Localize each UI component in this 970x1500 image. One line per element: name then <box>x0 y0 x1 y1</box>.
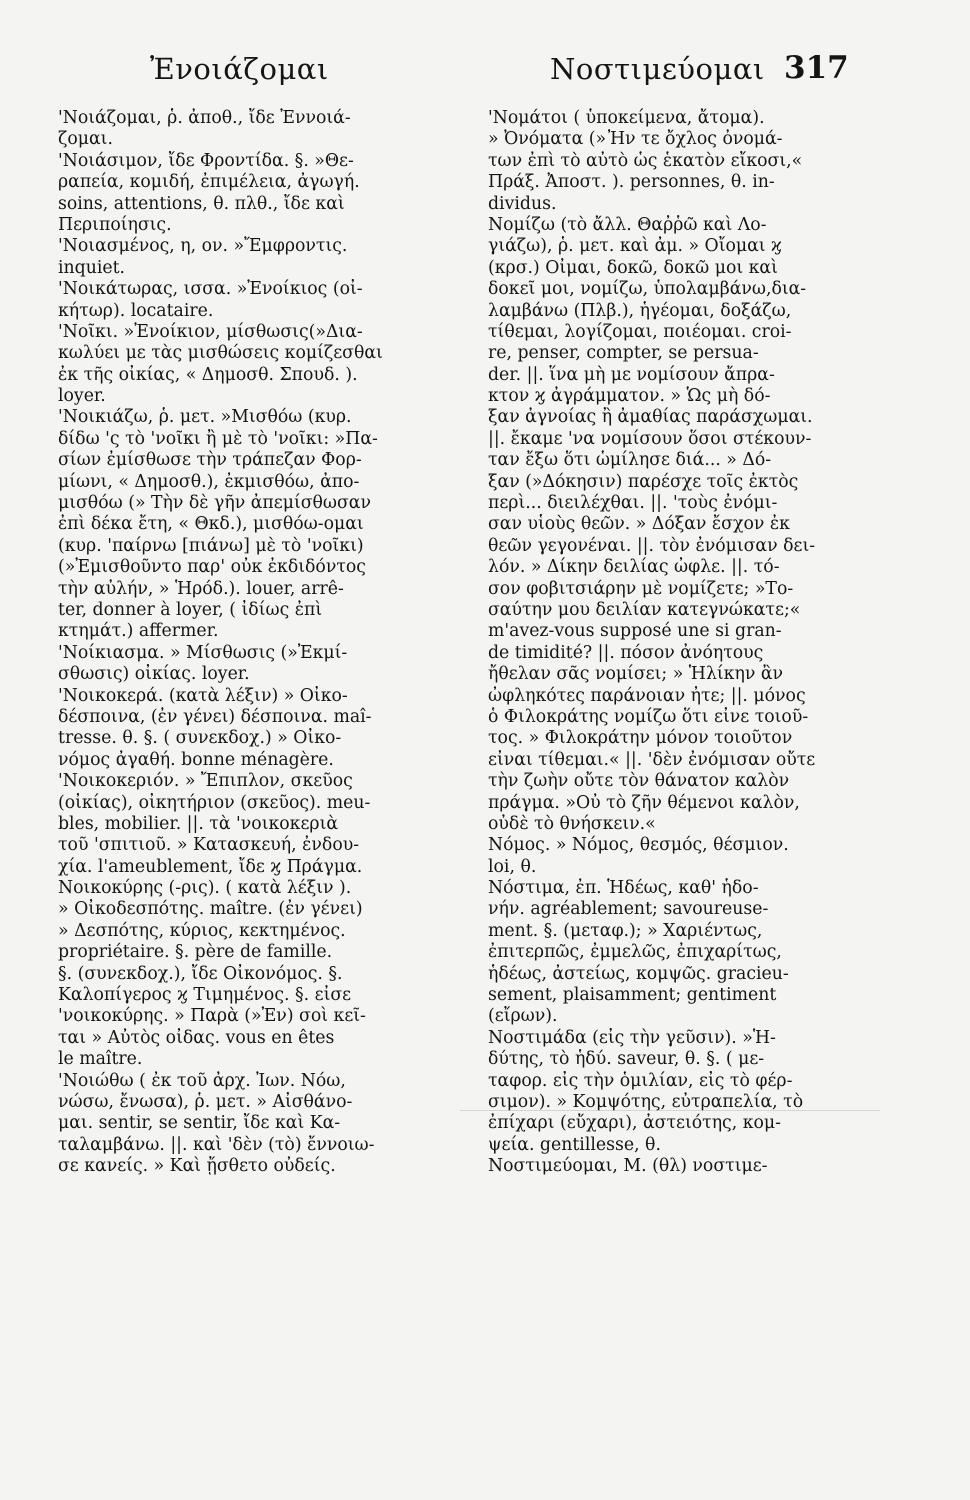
text-line: σον φοβιτσιάρην μὲ νομίζετε; »Το- <box>488 578 794 599</box>
text-line: Νομίζω (τὸ ἄλλ. Θαῤῥῶ καὶ Λο- <box>488 214 767 235</box>
text-line: σθωσις) οἰκίας. loyer. <box>58 664 250 685</box>
text-line: 'Νοιάσιμον, ἴδε Φροντίδα. §. »Θε- <box>58 150 354 171</box>
text-line: (οἰκίας), οἰκητήριον (σκεῦος). meu- <box>58 792 371 813</box>
right-running-head: Νοστιμεύομαι <box>550 52 765 86</box>
text-line: ἤθελαν σᾶς νομίσει; » Ἡλίκην ἂν <box>488 664 783 685</box>
text-line: de timidité? ||. πόσον ἀνόητους <box>488 642 764 663</box>
left-running-head: Ἐνοιάζομαι <box>150 52 329 86</box>
text-line: δίδω 'ς τὸ 'νοῖκι ἢ μὲ τὸ 'νοῖκι: »Πα- <box>58 428 378 449</box>
text-line: 'Νομάτοι ( ὑποκείμενα, ἄτομα). <box>488 108 765 128</box>
text-line: Νόμος. » Νόμος, θεσμός, θέσμιον. <box>488 835 789 856</box>
text-line: 'Νοιώθω ( ἐκ τοῦ ἀρχ. Ἰων. Νόω, <box>58 1070 346 1091</box>
text-line: κωλύει με τὰς μισθώσεις κομίζεσθαι <box>58 343 383 364</box>
text-line: §. (συνεκδοχ.), ἴδε Οἰκονόμος. §. <box>58 963 343 984</box>
text-line: τος. » Φιλοκράτην μόνον τοιοῦτον <box>488 728 793 749</box>
text-line: Νοστιμεύομαι, Μ. (θλ) νοστιμε- <box>488 1156 768 1177</box>
text-line: » Οἰκοδεσπότης. maître. (ἐν γένει) <box>58 899 363 920</box>
text-line: 'Νοίκιασμα. » Μίσθωσις (»Ἐκμί- <box>58 642 348 663</box>
text-line: re, penser, compter, se persua- <box>488 343 759 364</box>
text-line: θεῶν γεγονέναι. ||. τὸν ἐνόμισαν δει- <box>488 535 816 556</box>
text-line: χία. l'ameublement, ἴδε ϗ Πράγμα. <box>58 856 363 877</box>
text-line: κτον ϗ ἀγράμματον. » Ὡς μὴ δό- <box>488 386 771 407</box>
page-header <box>0 0 970 110</box>
text-line: περὶ... διειλέχθαι. ||. 'τοὺς ἐνόμι- <box>488 493 778 514</box>
text-line: bles, mobilier. ||. τὰ 'νοικοκεριὰ <box>58 813 339 834</box>
text-line: (εἴρων). <box>488 1006 558 1027</box>
text-line: λαμβάνω (Πλβ.), ἡγέομαι, δοξάζω, <box>488 300 792 321</box>
text-line: 'Νοικοκεριόν. » Ἔπιπλον, σκεῦος <box>58 771 353 792</box>
text-line: κτημάτ.) affermer. <box>58 621 219 642</box>
text-line: 'Νοικάτωρας, ισσα. »Ἐνοίκιος (οἰ- <box>58 279 363 300</box>
text-line: μίωνι, « Δημοσθ.), ἐκμισθόω, ἀπο- <box>58 471 360 492</box>
text-line: soins, attentions, θ. πλθ., ἴδε καὶ <box>58 193 345 214</box>
text-line: ὁ Φιλοκράτης νομίζω ὅτι εἶνε τοιοῦ- <box>488 706 809 727</box>
text-line: inquiet. <box>58 257 126 278</box>
text-line: πράγμα. »Οὐ τὸ ζῆν θέμενοι καλὸν, <box>488 792 800 813</box>
text-line: μισθόω (» Τὴν δὲ γῆν ἀπεμίσθωσαν <box>58 493 371 514</box>
text-line: ter, donner à loyer, ( ἰδίως ἐπὶ <box>58 599 323 620</box>
text-line: Περιποίησις. <box>58 214 172 235</box>
text-line: σε κανείς. » Καὶ ᾔσθετο οὐδείς. <box>58 1156 336 1177</box>
text-line: Καλοπίγερος ϗ Τιμημένος. §. εἶσε <box>58 985 352 1006</box>
text-line: 'Νοικιάζω, ῥ. μετ. »Μισθόω (κυρ. <box>58 407 352 428</box>
text-line: Νοστιμάδα (εἰς τὴν γεῦσιν). »Ἡ- <box>488 1027 776 1048</box>
text-line: ἐπιτερπῶς, ἐμμελῶς, ἐπιχαρίτως, <box>488 942 782 963</box>
text-line: ζομαι. <box>58 129 113 150</box>
text-line: (κρσ.) Οἶμαι, δοκῶ, δοκῶ μοι καὶ <box>488 257 778 278</box>
text-line: der. ||. ἵνα μὴ με νομίσουν ἄπρα- <box>488 364 775 385</box>
text-line: δοκεῖ μοι, νομίζω, ὑπολαμβάνω,δια- <box>488 279 807 300</box>
text-line: σαν υἱοὺς θεῶν. » Δόξαν ἔσχον ἐκ <box>488 514 790 535</box>
text-line: ταφορ. εἰς τὴν ὁμιλίαν, εἰς τὸ φέρ- <box>488 1070 793 1091</box>
text-line: Νοικοκύρης (-ρις). ( κατὰ λέξιν ). <box>58 878 352 899</box>
text-line: m'avez-vous supposé une si gran- <box>488 621 782 642</box>
text-line: δύτης, τὸ ἡδύ. saveur, θ. §. ( με- <box>488 1049 765 1070</box>
text-line: τὴν αὐλήν, » Ἡρόδ.). louer, arrê- <box>58 578 344 599</box>
text-line: le maître. <box>58 1049 143 1070</box>
left-column <box>58 108 436 1488</box>
text-line: (κυρ. 'παίρνω [πιάνω] μὲ τὸ 'νοῖκι) <box>58 535 364 556</box>
text-line: γιάζω), ῥ. μετ. καὶ ἀμ. » Οἴομαι ϗ <box>488 236 782 257</box>
text-line: ξαν (»Δόκησιν) παρέσχε τοῖς ἐκτὸς <box>488 471 799 492</box>
text-line: ἐπὶ δέκα ἔτη, « Θκδ.), μισθόω-ομαι <box>58 514 364 535</box>
text-line: δέσποινα, (ἐν γένει) δέσποινα. maî- <box>58 706 372 727</box>
text-line: 'Νοικοκερά. (κατὰ λέξιν) » Οἰκο- <box>58 685 348 706</box>
text-line: σίων ἐμίσθωσε τὴν τράπεζαν Φορ- <box>58 450 362 471</box>
text-line: ἐπίχαρι (εὔχαρι), ἀστειότης, κομ- <box>488 1113 781 1134</box>
text-line: οὐδὲ τὸ θνήσκειν.« <box>488 813 656 834</box>
text-line: των ἐπὶ τὸ αὐτὸ ὡς ἑκατὸν εἴκοσι,« <box>488 150 803 171</box>
text-line: ραπεία, κομιδή, ἐπιμέλεια, ἀγωγή. <box>58 172 360 193</box>
text-line: sement, plaisamment; gentiment <box>488 985 777 1006</box>
text-line: ται » Αὐτὸς οἶδας. vous en êtes <box>58 1027 335 1048</box>
page-number: 317 <box>784 50 849 86</box>
text-line: ||. ἔκαμε 'να νομίσουν ὅσοι στέκουν- <box>488 428 812 449</box>
text-line: ταν ἔξω ὅτι ὡμίλησε διά... » Δό- <box>488 450 772 471</box>
text-line: σαύτην μου δειλίαν κατεγνώκατε;« <box>488 599 801 620</box>
text-line: ment. §. (μεταφ.); » Χαριέντως, <box>488 920 763 941</box>
text-line: ταλαμβάνω. ||. καὶ 'δὲν (τὸ) ἔννοιω- <box>58 1134 375 1155</box>
text-line: (»Ἐμισθοῦντο παρ' οὐκ ἐκδιδόντος <box>58 557 366 578</box>
text-line: τὴν ζωὴν οὔτε τὸν θάνατον καλὸν <box>488 771 790 792</box>
text-line: ὠφληκότες παράνοιαν ἦτε; ||. μόνος <box>488 685 806 706</box>
text-line: ἡδέως, ἀστείως, κομψῶς. gracieu- <box>488 963 789 984</box>
text-line: νώσω, ἔνωσα), ῥ. μετ. » Αἰσθάνο- <box>58 1091 353 1112</box>
text-line: 'νοικοκύρης. » Παρὰ (»Ἐν) σοὶ κεῖ- <box>58 1006 366 1027</box>
text-line: νήν. agréablement; savoureuse- <box>488 899 769 920</box>
text-line: σιμον). » Κομψότης, εὐτραπελία, τὸ <box>488 1091 804 1112</box>
text-line: 'Νοῖκι. »Ἐνοίκιον, μίσθωσις(»Δια- <box>58 321 363 342</box>
text-line: μαι. sentir, se sentir, ἴδε καὶ Κα- <box>58 1113 341 1134</box>
text-line: κήτωρ). locataire. <box>58 300 214 321</box>
right-column <box>488 108 866 1488</box>
text-line: loyer. <box>58 386 106 407</box>
text-line: dividus. <box>488 193 557 214</box>
text-line: tresse. θ. §. ( συνεκδοχ.) » Οἰκο- <box>58 728 342 749</box>
text-line: τοῦ 'σπιτιοῦ. » Κατασκευή, ἐνδου- <box>58 835 360 856</box>
bleed-through-rule <box>460 1110 880 1137</box>
text-line: Νόστιμα, ἐπ. Ἡδέως, καθ' ἡδο- <box>488 878 759 899</box>
text-line: ψεία. gentillesse, θ. <box>488 1134 661 1155</box>
text-line: τίθεμαι, λογίζομαι, ποιέομαι. croi- <box>488 321 792 342</box>
text-line: 'Νοιάζομαι, ῥ. ἀποθ., ἴδε Ἐννοιά- <box>58 108 351 128</box>
text-line: 'Νοιασμένος, η, ον. »Ἔμφροντις. <box>58 236 348 257</box>
text-line: εἶναι τίθεμαι.« ||. 'δὲν ἐνόμισαν οὔτε <box>488 749 816 770</box>
text-line: ξαν ἀγνοίας ἢ ἀμαθίας παράσχωμαι. <box>488 407 813 428</box>
text-line: loi, θ. <box>488 856 537 877</box>
text-line: Πράξ. Ἀποστ. ). personnes, θ. in- <box>488 172 775 193</box>
text-line: νόμος ἀγαθή. bonne ménagère. <box>58 749 334 770</box>
text-line: propriétaire. §. père de famille. <box>58 942 333 963</box>
text-line: ἐκ τῆς οἰκίας, « Δημοσθ. Σπουδ. ). <box>58 364 358 385</box>
text-line: » Δεσπότης, κύριος, κεκτημένος. <box>58 920 346 941</box>
text-line: λόν. » Δίκην δειλίας ὦφλε. ||. τό- <box>488 557 780 578</box>
text-line: » Ὀνόματα (»Ἦν τε ὄχλος ὀνομά- <box>488 129 783 150</box>
